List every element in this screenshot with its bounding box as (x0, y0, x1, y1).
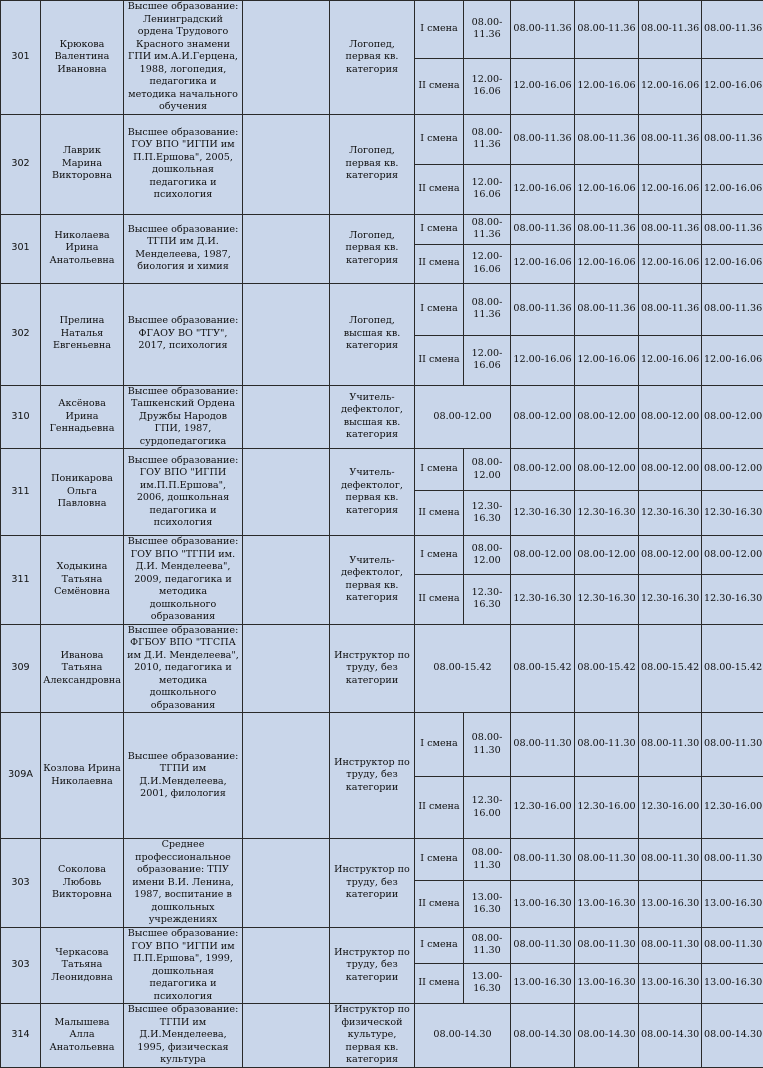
day-schedule-cell: 08.00-11.36 (702, 1, 763, 59)
day-schedule-cell: 08.00-11.36 (639, 214, 702, 244)
table-row (1, 114, 763, 164)
shift-time: 12.00-16.06 (464, 164, 511, 214)
table-row (1, 283, 763, 335)
day-schedule-cell: 12.30-16.30 (575, 491, 639, 536)
shift-time: 08.00-12.00 (464, 536, 511, 575)
table-row (1, 385, 763, 449)
staff-name: Крюкова Валентина Ивановна (41, 1, 124, 115)
education-info: Высшее образование: ГОУ ВПО "ТГПИ им. Д.И. Менделеева", 2009, педагогика и методика дошкольного образования (124, 536, 243, 625)
day-schedule-cell: 08.00-12.00 (511, 449, 575, 491)
day-schedule-cell: 12.00-16.06 (511, 58, 575, 114)
shift-time: 12.30-16.30 (464, 491, 511, 536)
room-number: 309 (1, 624, 41, 713)
work-hours: 08.00-12.00 (415, 385, 511, 449)
shift-time: 08.00-11.36 (464, 283, 511, 335)
shift-time: 08.00-11.36 (464, 114, 511, 164)
staff-name: Николаева Ирина Анатольевна (41, 214, 124, 283)
blank-cell (243, 214, 330, 283)
shift-time: 08.00-12.00 (464, 449, 511, 491)
day-schedule-cell: 08.00-11.30 (511, 928, 575, 964)
shift-label: I смена (415, 214, 464, 244)
blank-cell (243, 449, 330, 536)
day-schedule-cell: 08.00-11.30 (702, 928, 763, 964)
day-schedule-cell: 08.00-11.36 (511, 283, 575, 335)
position-category: Логопед, высшая кв. категория (330, 283, 415, 385)
shift-label: II смена (415, 881, 464, 928)
shift-time: 08.00-11.30 (464, 713, 511, 777)
work-hours: 08.00-14.30 (415, 1004, 511, 1068)
day-schedule-cell: 08.00-15.42 (702, 624, 763, 713)
shift-label: I смена (415, 283, 464, 335)
day-schedule-cell: 12.30-16.30 (639, 575, 702, 624)
day-schedule-cell: 08.00-11.36 (511, 214, 575, 244)
day-schedule-cell: 12.30-16.00 (639, 777, 702, 839)
staff-name: Малышева Алла Анатольевна (41, 1004, 124, 1068)
day-schedule-cell: 13.00-16.30 (511, 881, 575, 928)
room-number: 303 (1, 928, 41, 1004)
shift-time: 12.00-16.06 (464, 335, 511, 385)
position-category: Учитель-дефектолог, первая кв. категория (330, 536, 415, 625)
day-schedule-cell: 08.00-12.00 (639, 449, 702, 491)
room-number: 314 (1, 1004, 41, 1068)
day-schedule-cell: 12.00-16.06 (511, 164, 575, 214)
room-number: 302 (1, 283, 41, 385)
shift-label: II смена (415, 164, 464, 214)
day-schedule-cell: 08.00-14.30 (511, 1004, 575, 1068)
education-info: Высшее образование: ТГПИ им Д.И.Менделеева, 2001, филология (124, 713, 243, 839)
day-schedule-cell: 08.00-11.30 (639, 839, 702, 881)
staff-name: Ходыкина Татьяна Семёновна (41, 536, 124, 625)
day-schedule-cell: 13.00-16.30 (639, 963, 702, 1003)
day-schedule-cell: 12.00-16.06 (639, 335, 702, 385)
room-number: 303 (1, 839, 41, 928)
shift-label: I смена (415, 536, 464, 575)
shift-time: 13.00-16.30 (464, 881, 511, 928)
day-schedule-cell: 08.00-12.00 (702, 449, 763, 491)
staff-name: Поникарова Ольга Павловна (41, 449, 124, 536)
blank-cell (243, 1, 330, 115)
position-category: Логопед, первая кв. категория (330, 114, 415, 214)
shift-time: 08.00-11.36 (464, 214, 511, 244)
day-schedule-cell: 08.00-11.30 (702, 839, 763, 881)
shift-label: II смена (415, 335, 464, 385)
day-schedule-cell: 12.00-16.06 (575, 58, 639, 114)
shift-time: 08.00-11.30 (464, 928, 511, 964)
day-schedule-cell: 12.00-16.06 (575, 244, 639, 283)
work-hours: 08.00-15.42 (415, 624, 511, 713)
day-schedule-cell: 08.00-11.36 (511, 1, 575, 59)
day-schedule-cell: 12.00-16.06 (702, 335, 763, 385)
day-schedule-cell: 12.00-16.06 (511, 335, 575, 385)
day-schedule-cell: 08.00-12.00 (575, 536, 639, 575)
shift-time: 13.00-16.30 (464, 963, 511, 1003)
room-number: 302 (1, 114, 41, 214)
day-schedule-cell: 08.00-11.36 (702, 114, 763, 164)
day-schedule-cell: 08.00-11.30 (511, 713, 575, 777)
day-schedule-cell: 13.00-16.30 (575, 881, 639, 928)
blank-cell (243, 1004, 330, 1068)
day-schedule-cell: 12.30-16.30 (702, 575, 763, 624)
position-category: Инструктор по труду, без категории (330, 624, 415, 713)
shift-label: I смена (415, 114, 464, 164)
shift-label: II смена (415, 58, 464, 114)
staff-name: Козлова Ирина Николаевна (41, 713, 124, 839)
staff-name: Аксёнова Ирина Геннадьевна (41, 385, 124, 449)
shift-time: 08.00-11.30 (464, 839, 511, 881)
shift-time: 08.00-11.36 (464, 1, 511, 59)
day-schedule-cell: 08.00-11.36 (702, 283, 763, 335)
shift-label: II смена (415, 963, 464, 1003)
room-number: 309А (1, 713, 41, 839)
room-number: 301 (1, 1, 41, 115)
day-schedule-cell: 08.00-11.30 (575, 928, 639, 964)
room-number: 311 (1, 536, 41, 625)
table-row (1, 1004, 763, 1068)
day-schedule-cell: 12.00-16.06 (639, 164, 702, 214)
room-number: 310 (1, 385, 41, 449)
table-row (1, 449, 763, 491)
day-schedule-cell: 08.00-12.00 (511, 385, 575, 449)
day-schedule-cell: 08.00-14.30 (639, 1004, 702, 1068)
day-schedule-cell: 08.00-12.00 (702, 536, 763, 575)
day-schedule-cell: 13.00-16.30 (511, 963, 575, 1003)
staff-name: Соколова Любовь Викторовна (41, 839, 124, 928)
day-schedule-cell: 08.00-11.36 (575, 283, 639, 335)
shift-label: I смена (415, 449, 464, 491)
shift-label: I смена (415, 1, 464, 59)
day-schedule-cell: 12.00-16.06 (575, 335, 639, 385)
day-schedule-cell: 13.00-16.30 (639, 881, 702, 928)
day-schedule-cell: 08.00-11.36 (639, 114, 702, 164)
shift-label: II смена (415, 244, 464, 283)
day-schedule-cell: 08.00-11.30 (702, 713, 763, 777)
table-row (1, 1, 763, 59)
day-schedule-cell: 12.00-16.06 (702, 58, 763, 114)
day-schedule-cell: 08.00-11.36 (575, 214, 639, 244)
position-category: Логопед, первая кв. категория (330, 214, 415, 283)
day-schedule-cell: 12.00-16.06 (575, 164, 639, 214)
day-schedule-cell: 12.30-16.00 (511, 777, 575, 839)
day-schedule-cell: 08.00-12.00 (639, 536, 702, 575)
room-number: 311 (1, 449, 41, 536)
day-schedule-cell: 08.00-15.42 (639, 624, 702, 713)
staff-name: Прелина Наталья Евгеньевна (41, 283, 124, 385)
day-schedule-cell: 08.00-11.30 (511, 839, 575, 881)
day-schedule-cell: 08.00-12.00 (575, 385, 639, 449)
position-category: Инструктор по труду, без категории (330, 928, 415, 1004)
day-schedule-cell: 12.00-16.06 (702, 164, 763, 214)
shift-label: I смена (415, 713, 464, 777)
education-info: Высшее образование: ФГАОУ ВО "ТГУ", 2017, психология (124, 283, 243, 385)
table-row (1, 928, 763, 964)
day-schedule-cell: 12.00-16.06 (702, 244, 763, 283)
education-info: Высшее образование: ТГПИ им Д.И.Менделеева, 1995, физическая культура (124, 1004, 243, 1068)
day-schedule-cell: 08.00-11.30 (639, 928, 702, 964)
education-info: Высшее образование: ГОУ ВПО "ИГПИ им П.П.Ершова", 2005, дошкольная педагогика и психология (124, 114, 243, 214)
day-schedule-cell: 08.00-14.30 (575, 1004, 639, 1068)
day-schedule-cell: 13.00-16.30 (702, 881, 763, 928)
day-schedule-cell: 12.30-16.00 (575, 777, 639, 839)
day-schedule-cell: 08.00-11.30 (575, 713, 639, 777)
day-schedule-cell: 08.00-11.36 (639, 283, 702, 335)
day-schedule-cell: 13.00-16.30 (575, 963, 639, 1003)
day-schedule-cell: 12.30-16.30 (511, 575, 575, 624)
staff-name: Лаврик Марина Викторовна (41, 114, 124, 214)
shift-label: I смена (415, 928, 464, 964)
day-schedule-cell: 12.00-16.06 (511, 244, 575, 283)
day-schedule-cell: 12.30-16.30 (511, 491, 575, 536)
room-number: 301 (1, 214, 41, 283)
blank-cell (243, 928, 330, 1004)
position-category: Инструктор по физической культуре, первая кв. категория (330, 1004, 415, 1068)
day-schedule-cell: 08.00-15.42 (575, 624, 639, 713)
day-schedule-cell: 08.00-14.30 (702, 1004, 763, 1068)
day-schedule-cell: 08.00-11.30 (575, 839, 639, 881)
day-schedule-cell: 12.30-16.30 (639, 491, 702, 536)
blank-cell (243, 385, 330, 449)
day-schedule-cell: 08.00-11.36 (575, 114, 639, 164)
table-row (1, 536, 763, 575)
day-schedule-cell: 08.00-11.36 (511, 114, 575, 164)
day-schedule-cell: 12.00-16.06 (639, 244, 702, 283)
table-row (1, 214, 763, 244)
day-schedule-cell: 08.00-12.00 (639, 385, 702, 449)
day-schedule-cell: 08.00-11.30 (639, 713, 702, 777)
position-category: Логопед, первая кв. категория (330, 1, 415, 115)
day-schedule-cell: 08.00-12.00 (511, 536, 575, 575)
blank-cell (243, 713, 330, 839)
schedule-body (1, 1, 763, 1068)
table-row (1, 839, 763, 881)
day-schedule-cell: 08.00-11.36 (575, 1, 639, 59)
blank-cell (243, 283, 330, 385)
shift-label: II смена (415, 575, 464, 624)
day-schedule-cell: 12.00-16.06 (639, 58, 702, 114)
shift-time: 12.30-16.00 (464, 777, 511, 839)
education-info: Высшее образование: ГОУ ВПО "ИГПИ им П.П.Ершова", 1999, дошкольная педагогика и психология (124, 928, 243, 1004)
position-category: Учитель-дефектолог, высшая кв. категория (330, 385, 415, 449)
education-info: Высшее образование: Ленинградский ордена Трудового Красного знамени ГПИ им.А.И.Герцена, 1988, логопедия, педагогика и методика начального обучения (124, 1, 243, 115)
position-category: Инструктор по труду, без категории (330, 713, 415, 839)
day-schedule-cell: 08.00-11.36 (639, 1, 702, 59)
day-schedule-cell: 08.00-15.42 (511, 624, 575, 713)
blank-cell (243, 624, 330, 713)
shift-time: 12.00-16.06 (464, 58, 511, 114)
table-row (1, 713, 763, 777)
day-schedule-cell: 12.30-16.00 (702, 777, 763, 839)
staff-name: Черкасова Татьяна Леонидовна (41, 928, 124, 1004)
education-info: Высшее образование: ГОУ ВПО "ИГПИ им.П.П.Ершова", 2006, дошкольная педагогика и психология (124, 449, 243, 536)
education-info: Среднее профессиональное образование: ТПУ имени В.И. Ленина, 1987, воспитание в дошкольных учреждениях (124, 839, 243, 928)
day-schedule-cell: 08.00-12.00 (702, 385, 763, 449)
education-info: Высшее образование: Ташкенский Ордена Дружбы Народов ГПИ, 1987, сурдопедагогика (124, 385, 243, 449)
shift-time: 12.00-16.06 (464, 244, 511, 283)
education-info: Высшее образование: ТГПИ им Д.И. Менделеева, 1987, биология и химия (124, 214, 243, 283)
day-schedule-cell: 13.00-16.30 (702, 963, 763, 1003)
staff-name: Иванова Татьяна Александровна (41, 624, 124, 713)
position-category: Учитель-дефектолог, первая кв. категория (330, 449, 415, 536)
day-schedule-cell: 12.30-16.30 (575, 575, 639, 624)
blank-cell (243, 114, 330, 214)
day-schedule-cell: 12.30-16.30 (702, 491, 763, 536)
shift-label: II смена (415, 491, 464, 536)
shift-label: I смена (415, 839, 464, 881)
table-row (1, 624, 763, 713)
shift-label: II смена (415, 777, 464, 839)
day-schedule-cell: 08.00-11.36 (702, 214, 763, 244)
education-info: Высшее образование: ФГБОУ ВПО "ТГСПА им Д.И. Менделеева", 2010, педагогика и методика дошкольного образования (124, 624, 243, 713)
blank-cell (243, 536, 330, 625)
day-schedule-cell: 08.00-12.00 (575, 449, 639, 491)
shift-time: 12.30-16.30 (464, 575, 511, 624)
blank-cell (243, 839, 330, 928)
position-category: Инструктор по труду, без категории (330, 839, 415, 928)
